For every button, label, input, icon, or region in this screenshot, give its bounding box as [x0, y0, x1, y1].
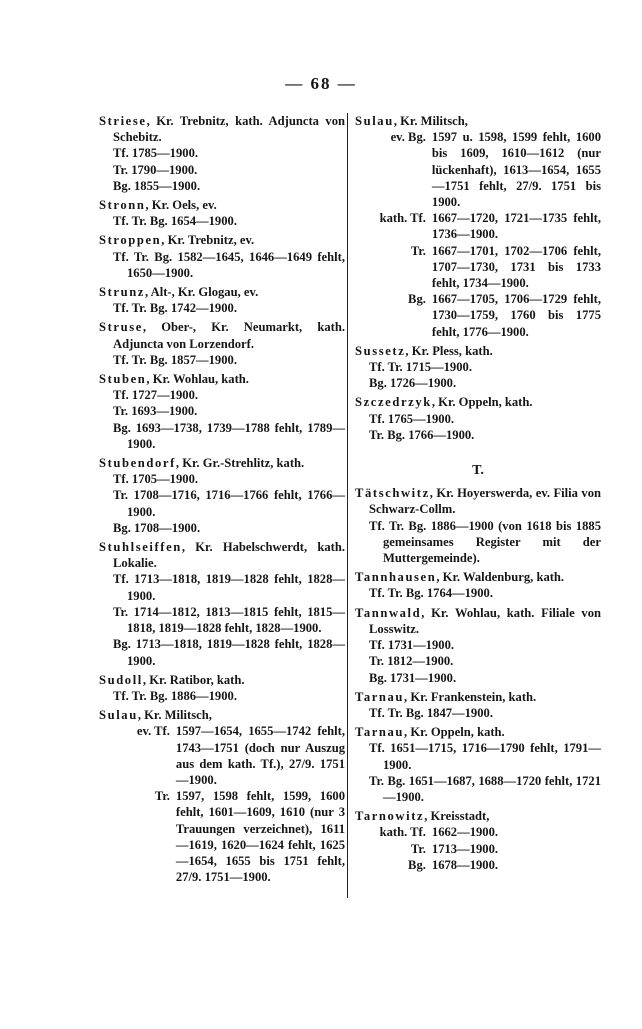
- entry-heading: [355, 569, 601, 585]
- register-entry: [99, 371, 345, 452]
- place-details: , Kr. Pless, kath.: [405, 343, 493, 358]
- record-text: 1662—1900.: [431, 825, 499, 840]
- place-name: Tannhausen: [355, 570, 437, 585]
- record-label: ev. Tf.: [136, 724, 170, 739]
- register-entry: [355, 808, 601, 873]
- record-line: Tf. 1713—1818, 1819—1828 fehlt, 1828—1900.: [113, 572, 345, 603]
- register-entry: [99, 539, 345, 669]
- place-details: , Kr. Ratibor, kath.: [142, 672, 245, 687]
- record-line: Bg. 1855—1900.: [113, 178, 201, 193]
- record-text: 1667—1701, 1702—1706 fehlt, 1707—1730, 1731 bis 1733 fehlt, 1734—1900.: [431, 243, 601, 291]
- record-line: Tf. 1785—1900.: [113, 146, 199, 161]
- record-line: Tf. Tr. 1715—1900.: [369, 360, 472, 375]
- register-entry: [355, 485, 601, 566]
- register-entry: [99, 672, 345, 704]
- place-details: , Kr. Trebnitz, ev.: [161, 233, 255, 248]
- place-name: Sussetz: [355, 343, 406, 358]
- register-entry: [99, 232, 345, 281]
- register-entry: [99, 319, 345, 368]
- entry-heading: [99, 197, 345, 213]
- record-label: kath. Tf.: [379, 211, 426, 226]
- register-entry: [99, 284, 345, 316]
- page-number: — 68 —: [285, 74, 357, 93]
- register-entry: [99, 113, 345, 194]
- left-column: [99, 113, 345, 888]
- place-details: , Kr. Oels, ev.: [145, 198, 217, 213]
- place-name: Stuhlseiffen: [99, 540, 182, 555]
- entry-heading: [99, 113, 345, 145]
- entry-heading: [355, 343, 601, 359]
- place-details: , Kr. Hoyerswerda, ev. Filia von Schwarz-Collm.: [369, 486, 601, 517]
- record-label: kath. Tf.: [379, 825, 426, 840]
- entry-heading: [355, 689, 601, 705]
- place-name: Tarnowitz: [355, 809, 425, 824]
- record-label: Tr.: [154, 789, 170, 804]
- record-label: Bg.: [408, 857, 426, 872]
- record-line: Tf. Tr. Bg. 1886—1900 (von 1618 bis 1885 gemeinsames Register mit der Muttergemeinde).: [369, 518, 601, 566]
- place-name: Szczedrzyk: [355, 395, 432, 410]
- place-details: , Kr. Wohlau, kath. Filiale von Losswitz.: [369, 605, 601, 636]
- record-line: Tr. 1714—1812, 1813—1815 fehlt, 1815—1818, 1819—1828 fehlt, 1828—1900.: [113, 604, 345, 636]
- record-line: Tf. Tr. Bg. 1654—1900.: [113, 214, 237, 229]
- place-name: Stronn: [99, 198, 146, 213]
- place-name: Tarnau: [355, 689, 405, 704]
- place-name: Struse: [99, 320, 143, 335]
- entry-heading: [99, 455, 345, 471]
- record-line: Bg. 1693—1738, 1739—1788 fehlt, 1789—1900.: [113, 420, 345, 451]
- place-details: , Alt-, Kr. Glogau, ev.: [145, 285, 259, 300]
- place-details: , Ober-, Kr. Neumarkt, kath. Adjuncta von Lorzendorf.: [113, 320, 345, 351]
- record-group: [355, 291, 601, 340]
- record-text: 1667—1705, 1706—1729 fehlt, 1730—1759, 1760 bis 1775 fehlt, 1776—1900.: [431, 292, 601, 339]
- entry-heading: [99, 672, 345, 688]
- place-details: , Kr. Waldenburg, kath.: [436, 570, 565, 585]
- record-line: Tr. 1708—1716, 1716—1766 fehlt, 1766—1900.: [113, 488, 345, 519]
- place-name: Sudoll: [99, 672, 143, 687]
- place-details: , Kr. Trebnitz, kath. Adjuncta von Schebitz.: [113, 114, 345, 145]
- place-name: Tätschwitz: [355, 486, 430, 501]
- place-name: Strunz: [99, 285, 145, 300]
- register-entry: [99, 455, 345, 536]
- record-line: Tr. Bg. 1651—1687, 1688—1720 fehlt, 1721—1900.: [369, 773, 601, 804]
- place-details: , Kr. Wohlau, kath.: [146, 372, 249, 387]
- record-group: [355, 857, 601, 873]
- record-line: Tf. Tr. Bg. 1886—1900.: [113, 688, 237, 703]
- record-line: Tf. 1765—1900.: [369, 411, 455, 426]
- record-line: Tf. 1727—1900.: [113, 388, 199, 403]
- place-name: Stuben: [99, 372, 147, 387]
- record-line: Tf. 1731—1900.: [369, 638, 455, 653]
- entry-heading: [99, 707, 345, 723]
- register-entry: [99, 197, 345, 229]
- entry-heading: [355, 808, 601, 824]
- record-line: Bg. 1713—1818, 1819—1828 fehlt, 1828—1900.: [113, 637, 345, 668]
- record-line: Tf. Tr. Bg. 1582—1645, 1646—1649 fehlt, 1650—1900.: [113, 249, 345, 280]
- entry-heading: [99, 371, 345, 387]
- record-line: Tf. Tr. Bg. 1742—1900.: [113, 301, 237, 316]
- place-details: , Kr. Oppeln, kath.: [431, 395, 533, 410]
- place-details: , Kr. Frankenstein, kath.: [404, 689, 537, 704]
- entry-heading: [355, 724, 601, 740]
- place-details: , Kreisstadt,: [424, 809, 490, 824]
- entry-heading: [355, 113, 601, 129]
- record-text: 1597, 1598 fehlt, 1599, 1600 fehlt, 1601—1609, 1610 (nur 3 Trauungen verzeichnet), 1611—1619, 1620—1624 fehlt, 1625—1654, 1655 bis 1751 fehlt, 27/9. 1751—1900.: [175, 789, 345, 885]
- record-line: Bg. 1731—1900.: [369, 670, 457, 685]
- register-entry: [355, 394, 601, 443]
- entry-heading: [355, 394, 601, 410]
- register-entry: [355, 724, 601, 805]
- entry-heading: [355, 605, 601, 637]
- register-entry: [355, 605, 601, 686]
- record-text: 1597—1654, 1655—1742 fehlt, 1743—1751 (doch nur Auszug aus dem kath. Tf.), 27/9. 1751—1900.: [175, 724, 345, 787]
- place-name: Sulau: [99, 708, 138, 723]
- record-group: [355, 129, 601, 210]
- record-group: [99, 788, 345, 885]
- entry-heading: [355, 485, 601, 517]
- record-line: Tf. Tr. Bg. 1857—1900.: [113, 352, 237, 367]
- record-line: Tr. 1790—1900.: [113, 162, 198, 177]
- place-name: Striese: [99, 114, 147, 128]
- place-details: , Kr. Habelschwerdt, kath. Lokalie.: [113, 540, 345, 571]
- record-group: [355, 841, 601, 857]
- place-name: Sulau: [355, 114, 394, 128]
- record-text: 1667—1720, 1721—1735 fehlt, 1736—1900.: [431, 211, 601, 242]
- record-text: 1597 u. 1598, 1599 fehlt, 1600 bis 1609, 1610—1612 (nur lückenhaft), 1613—1654, 1655—1751 fehlt, 27/9. 1751 bis 1900.: [431, 130, 601, 210]
- record-line: Tr. 1812—1900.: [369, 654, 454, 669]
- record-line: Tf. Tr. Bg. 1764—1900.: [369, 586, 493, 601]
- entry-heading: [99, 539, 345, 571]
- entry-heading: [99, 232, 345, 248]
- right-column: [355, 113, 601, 876]
- record-group: [355, 824, 601, 840]
- entry-heading: [99, 284, 345, 300]
- column-divider: [347, 113, 348, 898]
- record-label: Bg.: [408, 292, 426, 307]
- record-line: Tf. Tr. Bg. 1847—1900.: [369, 705, 493, 720]
- section-heading: T.: [472, 463, 484, 479]
- place-name: Tarnau: [355, 725, 405, 740]
- record-group: [355, 210, 601, 242]
- register-entry: [355, 343, 601, 392]
- record-label: Tr.: [410, 841, 426, 856]
- place-details: , Kr. Gr.-Strehlitz, kath.: [175, 456, 305, 471]
- record-group: [355, 243, 601, 292]
- record-label: ev. Bg.: [390, 130, 426, 145]
- place-name: Tannwald: [355, 605, 422, 620]
- place-details: , Kr. Militsch,: [137, 708, 212, 723]
- record-line: Bg. 1726—1900.: [369, 376, 457, 391]
- record-line: Tf. 1705—1900.: [113, 472, 199, 487]
- register-entry: [99, 707, 345, 885]
- record-text: 1713—1900.: [431, 841, 499, 856]
- record-label: Tr.: [410, 243, 426, 258]
- place-details: , Kr. Militsch,: [393, 114, 468, 128]
- record-line: Tr. Bg. 1766—1900.: [369, 427, 475, 442]
- register-entry: [355, 689, 601, 721]
- record-text: 1678—1900.: [431, 857, 499, 872]
- place-details: , Kr. Oppeln, kath.: [404, 725, 505, 740]
- record-line: Bg. 1708—1900.: [113, 520, 201, 535]
- entry-heading: [99, 319, 345, 351]
- place-name: Stubendorf: [99, 456, 176, 471]
- register-entry: [355, 569, 601, 601]
- record-line: Tf. 1651—1715, 1716—1790 fehlt, 1791—1900.: [369, 741, 601, 772]
- register-entry: [355, 113, 601, 340]
- record-line: Tr. 1693—1900.: [113, 404, 198, 419]
- record-group: [99, 723, 345, 788]
- place-name: Stroppen: [99, 233, 162, 248]
